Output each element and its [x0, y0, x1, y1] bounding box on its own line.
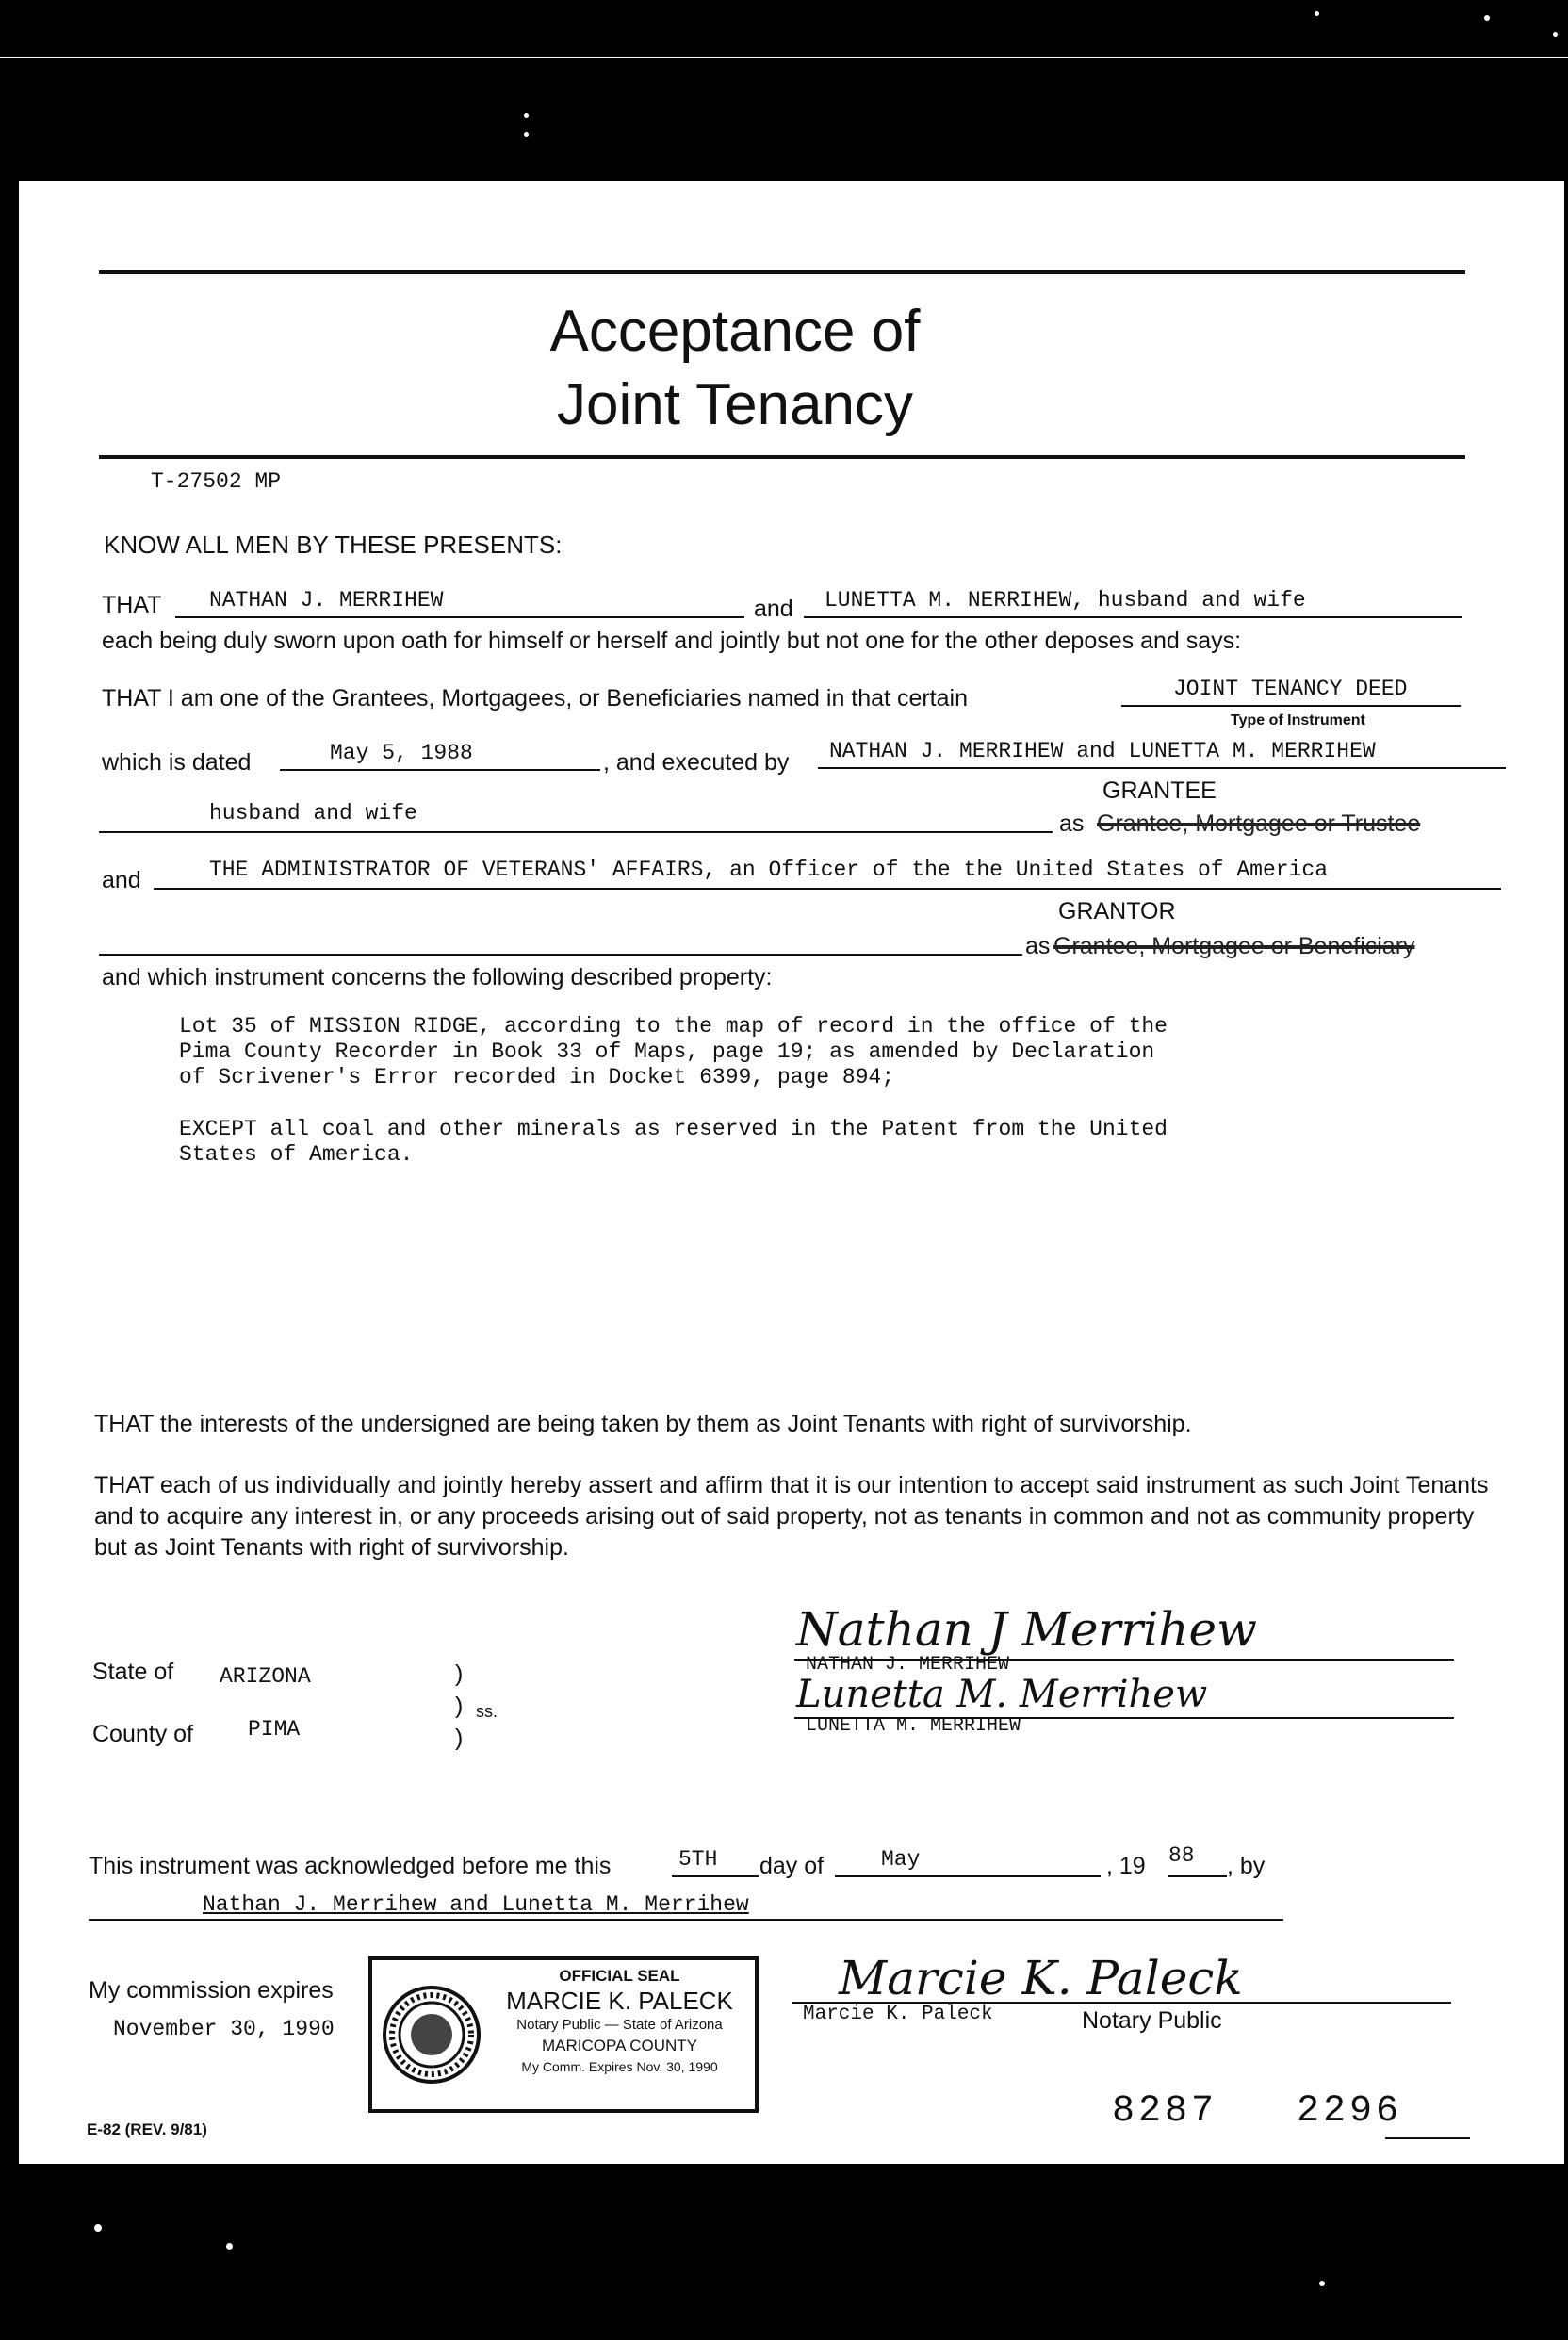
scan-line: [0, 57, 1568, 58]
notary-name: Marcie K. Paleck: [803, 2004, 993, 2025]
ack-names: Nathan J. Merrihew and Lunetta M. Merrihew: [203, 1892, 749, 1917]
document-number: T-27502 MP: [151, 469, 282, 494]
sworn-text: each being duly sworn upon oath for himself or herself and jointly but not one for the other deposes and says:: [102, 628, 1242, 654]
party-2: THE ADMINISTRATOR OF VETERANS' AFFAIRS, an Officer of the the United States of America: [209, 858, 1328, 882]
scan-speck: [524, 132, 529, 137]
scan-speck: [226, 2243, 233, 2250]
role-1-label: GRANTEE: [1102, 777, 1217, 804]
ack-month: May: [881, 1847, 921, 1872]
party-1-line: [99, 831, 1053, 833]
ack-day-line: [672, 1875, 759, 1877]
party-2-line: [154, 888, 1501, 890]
venue-paren-3: ): [455, 1725, 464, 1751]
ack-year-line: [1168, 1875, 1227, 1877]
seal-line-1: OFFICIAL SEAL: [559, 1967, 680, 1985]
title-bottom-rule: [99, 455, 1465, 459]
signer-1-name: NATHAN J. MERRIHEW: [806, 1654, 1010, 1676]
ack-month-line: [835, 1875, 1101, 1877]
grantee-2-line: [804, 616, 1462, 618]
dated-label: which is dated: [102, 749, 252, 776]
title-line-1: Acceptance of: [549, 299, 921, 364]
day-of-label: day of: [760, 1853, 825, 1879]
recording-numbers: 8287 2296: [1112, 2090, 1403, 2133]
seal-line-3: Notary Public — State of Arizona: [516, 2017, 723, 2033]
legal-description-2: EXCEPT all coal and other minerals as reserved in the Patent from the United States of America.: [179, 1117, 1168, 1167]
signature-1: Nathan J Merrihew: [796, 1602, 1257, 1657]
and-label-2: and: [102, 867, 141, 893]
ack-label: This instrument was acknowledged before me this: [89, 1853, 612, 1879]
executed-label: , and executed by: [603, 749, 790, 776]
executed-by: NATHAN J. MERRIHEW and LUNETTA M. MERRIHEW: [829, 739, 1376, 763]
instrument-type: JOINT TENANCY DEED: [1173, 677, 1408, 701]
title-line-2: Joint Tenancy: [557, 372, 913, 437]
notary-signature: Marcie K. Paleck: [839, 1951, 1243, 2005]
role-1-struck: Grantee, Mortgagee or Trustee: [1097, 810, 1421, 837]
commission-label: My commission expires: [89, 1977, 334, 2004]
dated-line: [280, 769, 600, 771]
as-label-2: as: [1025, 933, 1051, 959]
grantee-1: NATHAN J. MERRIHEW: [209, 588, 444, 613]
notary-title: Notary Public: [1082, 2007, 1222, 2034]
form-number: E-82 (REV. 9/81): [87, 2120, 207, 2138]
as-label-1: as: [1059, 810, 1085, 837]
scan-speck: [1319, 2281, 1325, 2286]
dated-value: May 5, 1988: [330, 741, 473, 765]
and-label: and: [754, 596, 793, 622]
executed-by-line: [818, 767, 1506, 769]
county-label: County of: [92, 1721, 194, 1747]
instrument-type-caption: Type of Instrument: [1231, 712, 1365, 728]
seal-line-2: MARCIE K. PALECK: [506, 1987, 733, 2015]
ack-day: 5TH: [678, 1847, 718, 1872]
scan-speck: [1484, 15, 1490, 21]
ack-year: 88: [1168, 1843, 1195, 1868]
ack-names-line: [89, 1919, 1283, 1921]
affirm-text: THAT each of us individually and jointly hereby assert and affirm that it is our intention to accept said instrument as such Joint Tenants and to acquire any interest in, or any proceeds arising out of said property, not as tenants in common and not as community property but as Joint Tenants with right of survivorship.: [94, 1472, 1489, 1561]
ss-label: ss.: [476, 1702, 498, 1721]
property-intro: and which instrument concerns the following described property:: [102, 964, 773, 990]
role-2-struck: Grantee, Mortgagee or Beneficiary: [1054, 933, 1415, 959]
venue-paren-2: ): [455, 1693, 464, 1719]
by-label: , by: [1227, 1853, 1266, 1879]
scan-speck: [1315, 11, 1319, 16]
arizona-seal-emblem: [380, 1983, 483, 2086]
scan-speck: [1553, 32, 1558, 37]
scan-speck: [94, 2224, 102, 2232]
year-prefix: , 19: [1106, 1853, 1146, 1879]
signer-2-name: LUNETTA M. MERRIHEW: [806, 1715, 1021, 1737]
party-2-cont-line: [99, 954, 1022, 956]
instrument-type-line: [1121, 705, 1461, 707]
that-label: THAT: [102, 592, 162, 618]
venue-paren-1: ): [455, 1661, 464, 1687]
county-value: PIMA: [248, 1717, 301, 1742]
named-text: THAT I am one of the Grantees, Mortgagees, or Beneficiaries named in that certain: [102, 685, 968, 712]
signature-2: Lunetta M. Merrihew: [796, 1673, 1208, 1716]
top-rule: [99, 270, 1465, 274]
grantee-1-line: [175, 616, 744, 618]
footer-rule: [1385, 2137, 1470, 2139]
state-value: ARIZONA: [220, 1664, 311, 1689]
party-1-cont: husband and wife: [209, 801, 417, 826]
preamble: KNOW ALL MEN BY THESE PRESENTS:: [104, 531, 563, 559]
notary-seal: [368, 1956, 759, 2113]
grantee-2: LUNETTA M. NERRIHEW, husband and wife: [825, 588, 1306, 613]
role-2-label: GRANTOR: [1058, 898, 1176, 925]
seal-line-5: My Comm. Expires Nov. 30, 1990: [521, 2059, 718, 2074]
scan-speck: [524, 113, 529, 118]
interests-text: THAT the interests of the undersigned are being taken by them as Joint Tenants with right of survivorship.: [94, 1411, 1192, 1437]
seal-line-4: MARICOPA COUNTY: [542, 2037, 697, 2054]
legal-description-1: Lot 35 of MISSION RIDGE, according to the map of record in the office of the Pima County Recorder in Book 33 of Maps, page 19; as amended by Declaration of Scrivener's Error recorded in Docket 6399, page 894;: [179, 1014, 1168, 1089]
commission-date: November 30, 1990: [113, 2017, 335, 2041]
state-label: State of: [92, 1659, 174, 1685]
